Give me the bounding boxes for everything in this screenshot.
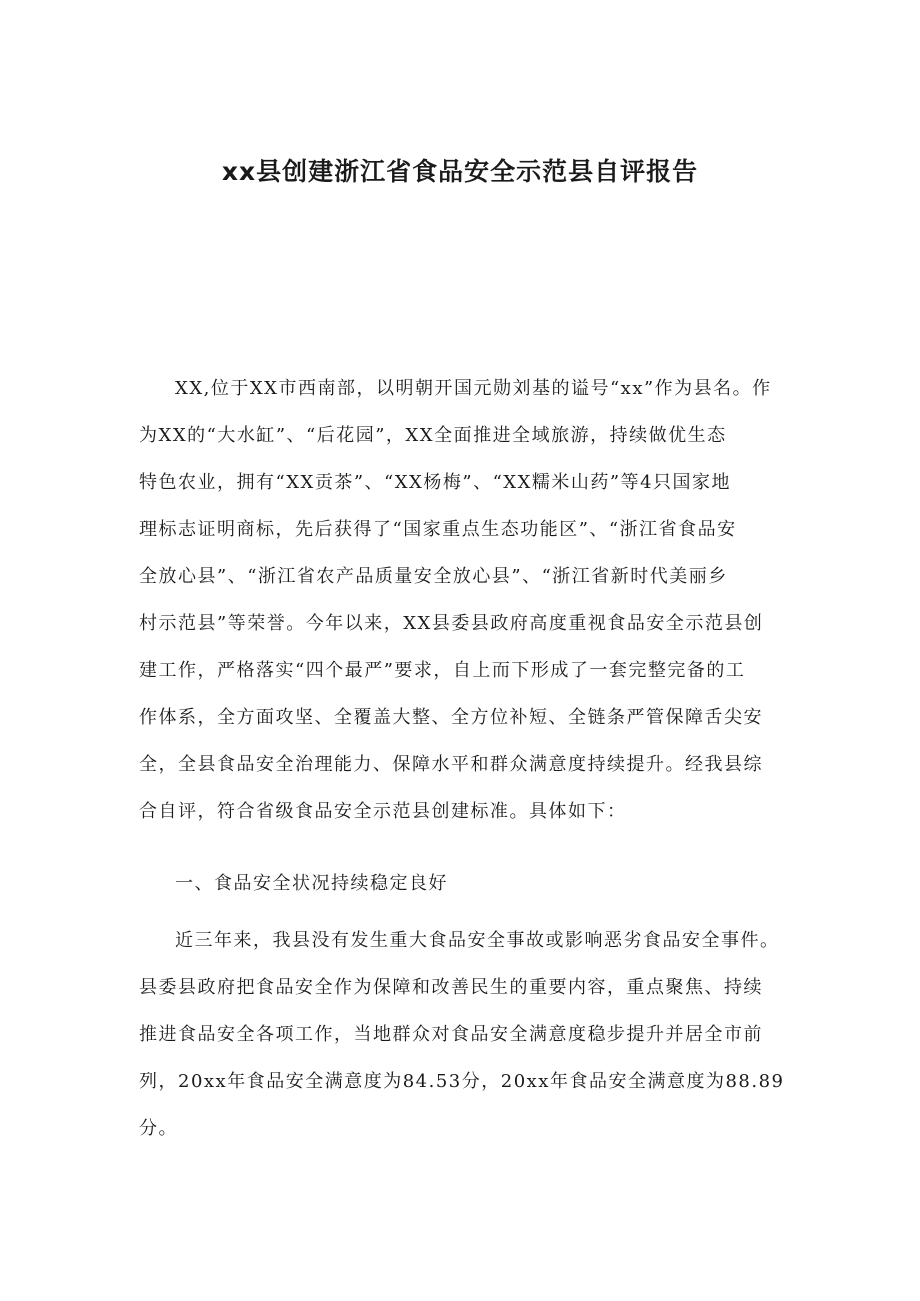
paragraph-line: 村示范县”等荣誉。今年以来，XX县委县政府高度重视食品安全示范县创: [139, 613, 764, 634]
section-heading-text: 一、食品安全状况持续稳定良好: [175, 873, 448, 894]
document-title: xx县创建浙江省食品安全示范县自评报告: [221, 157, 699, 186]
paragraph-line: 全放心县”、“浙江省农产品质量安全放心县”、“浙江省新时代美丽乡: [139, 566, 728, 587]
paragraph-line: XX,位于XX市西南部，以明朝开国元勋刘基的谥号“xx”作为县名。作: [175, 378, 772, 399]
paragraph-line: 特色农业，拥有“XX贡茶”、“XX杨梅”、“XX糯米山药”等4只国家地: [139, 472, 732, 493]
section-paragraph: [139, 917, 787, 1152]
paragraph-line: 推进食品安全各项工作，当地群众对食品安全满意度稳步提升并居全市前: [139, 1024, 763, 1045]
paragraph-line: 全，全县食品安全治理能力、保障水平和群众满意度持续提升。经我县综: [139, 754, 763, 775]
paragraph-line: 理标志证明商标，先后获得了“国家重点生态功能区”、“浙江省食品安: [139, 519, 737, 540]
paragraph-line: 近三年来，我县没有发生重大食品安全事故或影响恶劣食品安全事件。: [175, 930, 780, 951]
intro-paragraph: [139, 365, 787, 835]
paragraph-line: 合自评，符合省级食品安全示范县创建标准。具体如下：: [139, 801, 627, 822]
paragraph-line: 县委县政府把食品安全作为保障和改善民生的重要内容，重点聚焦、持续: [139, 977, 763, 998]
section-heading: [139, 860, 787, 907]
paragraph-line: 作体系，全方面攻坚、全覆盖大整、全方位补短、全链条严管保障舌尖安: [139, 707, 763, 728]
paragraph-line: 为XX的“大水缸”、“后花园”，XX全面推进全域旅游，持续做优生态: [139, 425, 727, 446]
paragraph-line: 分。: [139, 1118, 178, 1139]
paragraph-line: 列，20xx年食品安全满意度为84.53分，20xx年食品安全满意度为88.89: [139, 1071, 785, 1092]
paragraph-line: 建工作，严格落实“四个最严”要求，自上而下形成了一套完整完备的工: [139, 660, 746, 681]
